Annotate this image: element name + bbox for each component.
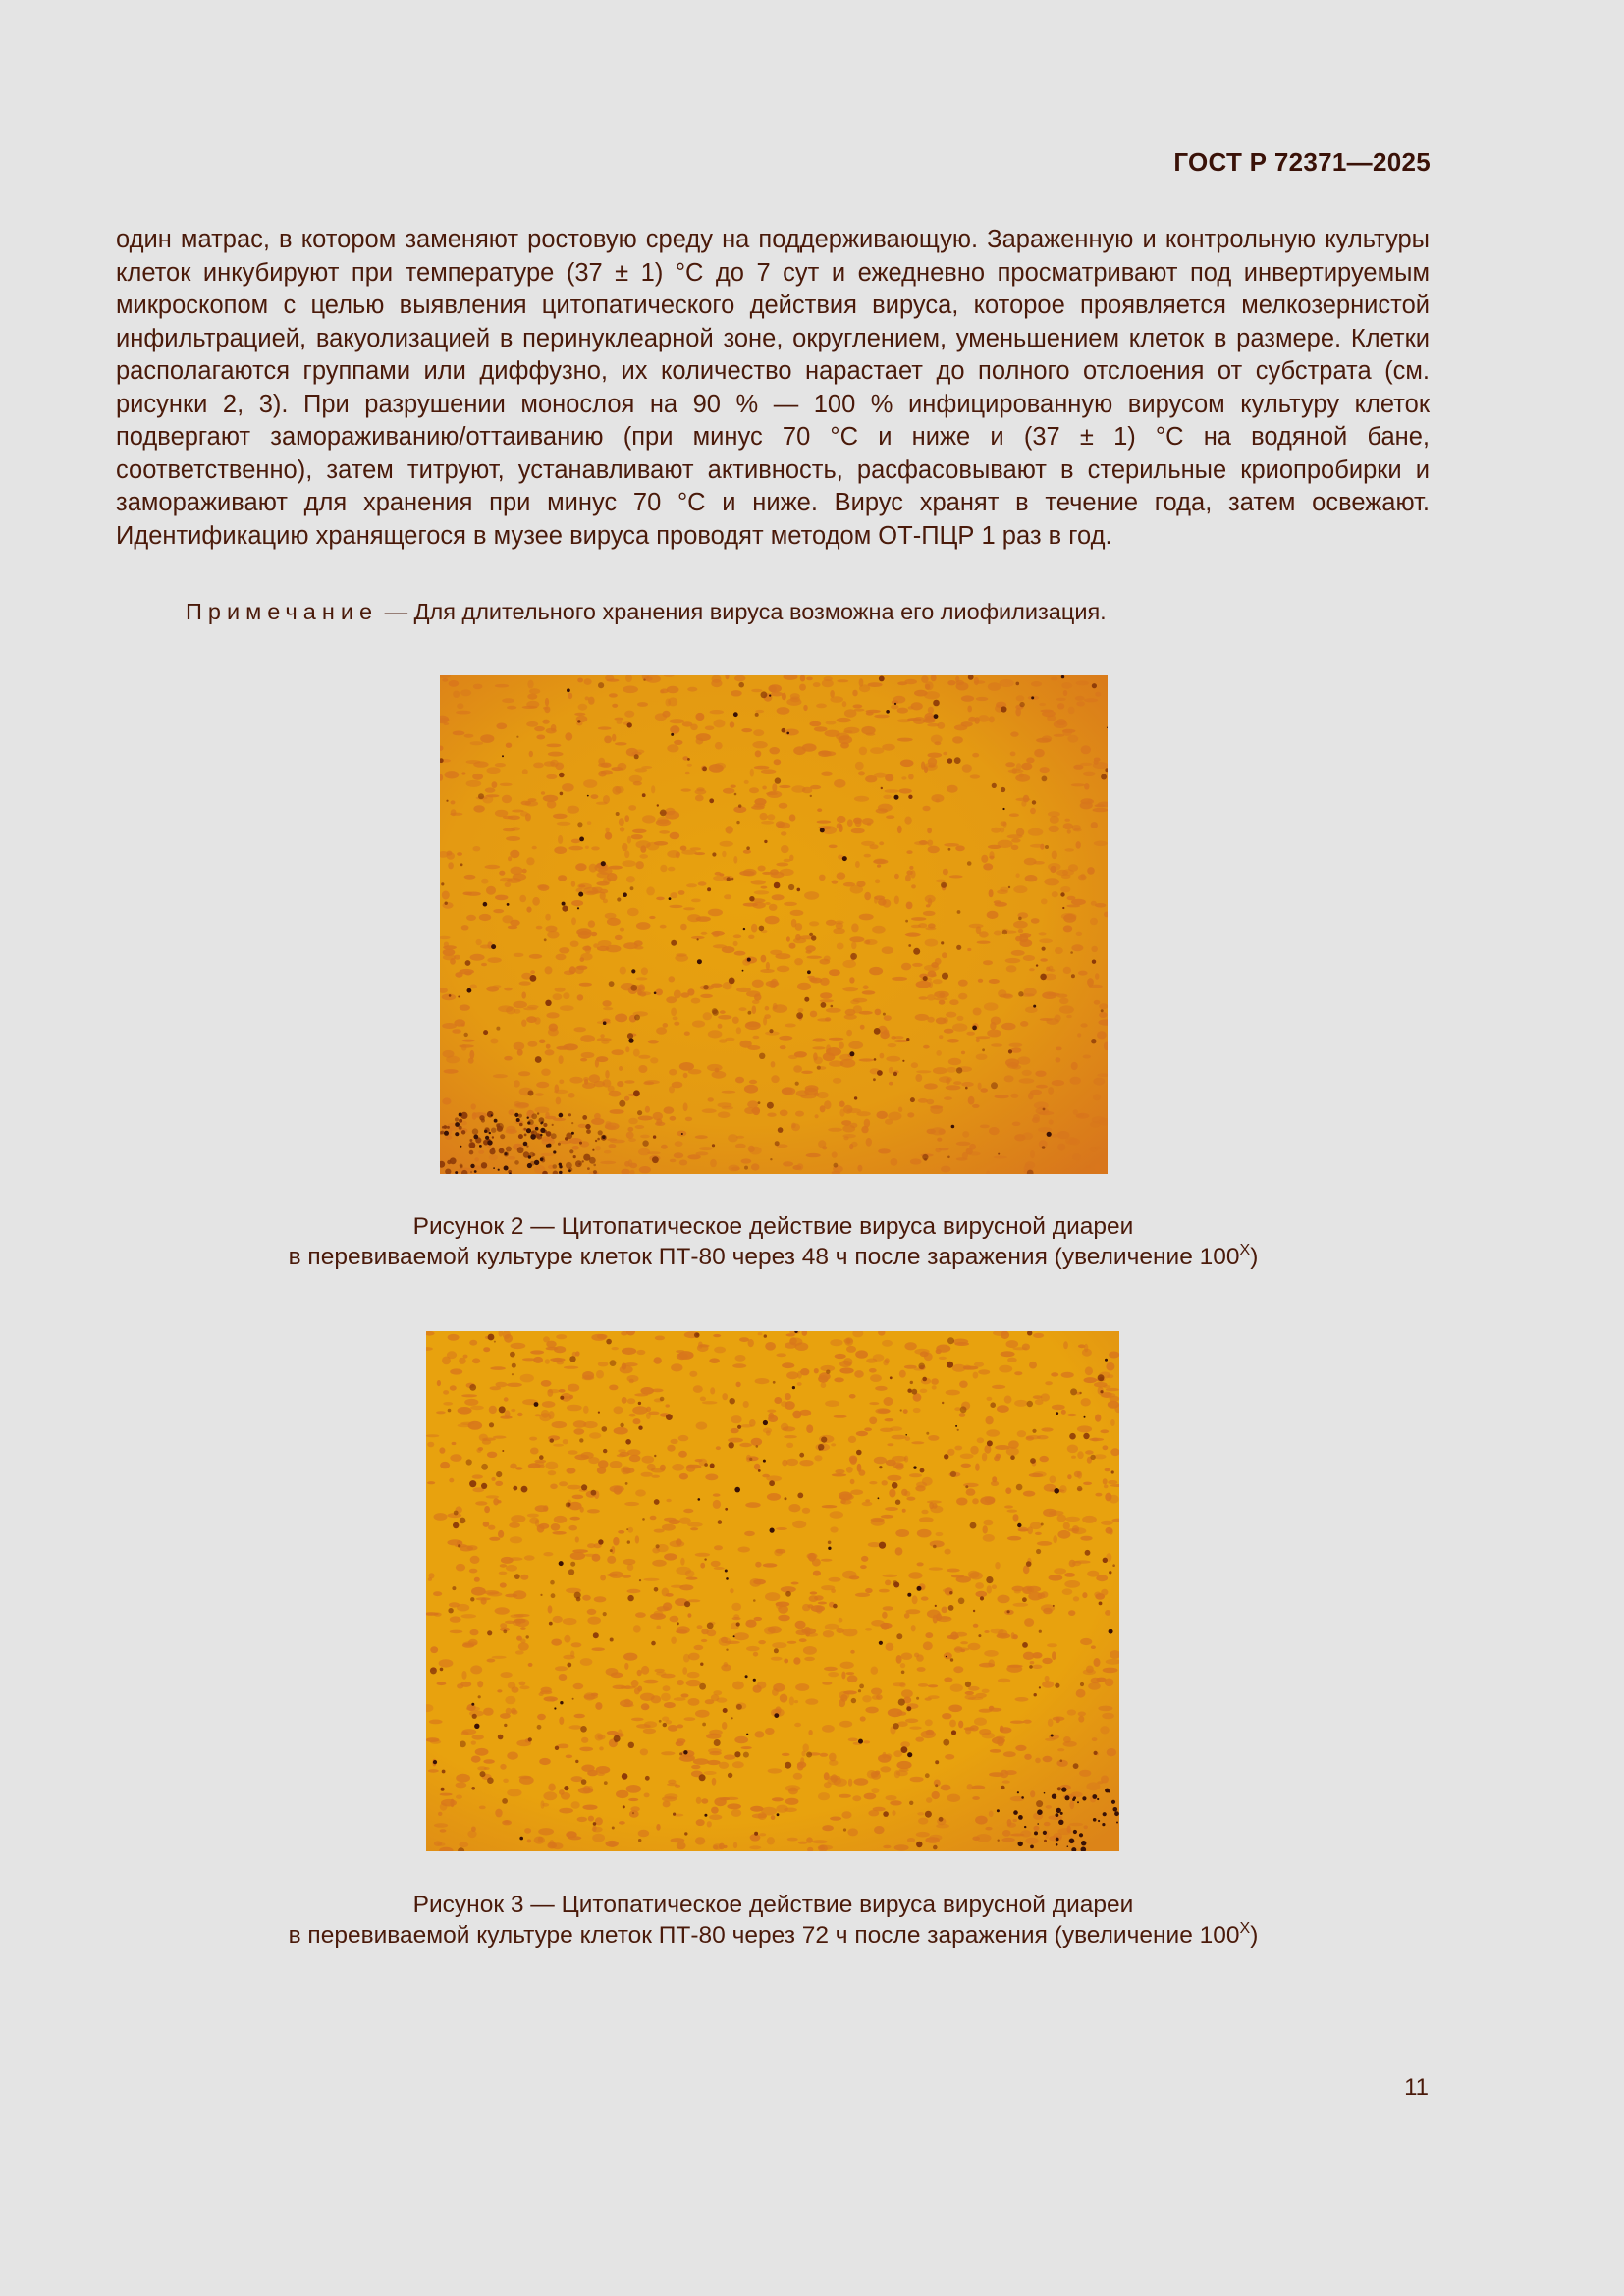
micrograph-48h-image [440, 675, 1108, 1174]
figure-3-caption [0, 1890, 1546, 1950]
body-paragraph: один матрас, в котором заменяют ростовую среду на поддерживающую. Зараженную и контрольную культуры клеток инкубируют при температуре (37 ± 1) °С до 7 сут и ежедневно просматривают под инвертируемым микроскопом с целью выявления цитопатического действия вируса, которое проявляется мелкозернистой инфильтрацией, вакуолизацией в перинуклеарной зоне, округлением, уменьшением клеток в размере. Клетки располагаются группами или диффузно, их количество нарастает до полного отслоения от субстрата (см. рисунки 2, 3). При разрушении монослоя на 90 % — 100 % инфицированную вирусом культуру клеток подвергают замораживанию/оттаиванию (при минус 70 °С и ниже и (37 ± 1) °С на водяной бане, соответственно), затем титруют, устанавливают активность, расфасовывают в стерильные криопробирки и замораживают для хранения при минус 70 °С и ниже. Вирус хранят в течение года, затем освежают. Идентификацию хранящегося в музее вируса проводят методом ОТ-ПЦР 1 раз в год. [116, 226, 1430, 550]
figure-2-micrograph [440, 675, 1108, 1174]
note-dash: — [384, 599, 408, 624]
caption-line-2: в перевиваемой культуре клеток ПТ-80 через 72 ч после заражения (увеличение $100^Х$) [288, 1920, 1259, 1949]
document-header: ГОСТ Р 72371—2025 [1173, 147, 1431, 177]
caption-line-2: в перевиваемой культуре клеток ПТ-80 через 48 ч после заражения (увеличение $100^Х$) [288, 1242, 1259, 1270]
figure-3-micrograph [426, 1331, 1119, 1851]
micrograph-72h-image [426, 1331, 1119, 1851]
note [186, 599, 1107, 625]
figure-2-caption [0, 1211, 1546, 1272]
note-text: Для длительного хранения вируса возможна его лиофилизация. [413, 599, 1107, 624]
note-label: Примечание [186, 599, 379, 624]
caption-line-1: Рисунок 3 — Цитопатическое действие вируса вирусной диареи [412, 1892, 1134, 1918]
caption-line-1: Рисунок 2 — Цитопатическое действие вируса вирусной диареи [412, 1213, 1134, 1240]
page-number: 11 [1404, 2074, 1429, 2101]
